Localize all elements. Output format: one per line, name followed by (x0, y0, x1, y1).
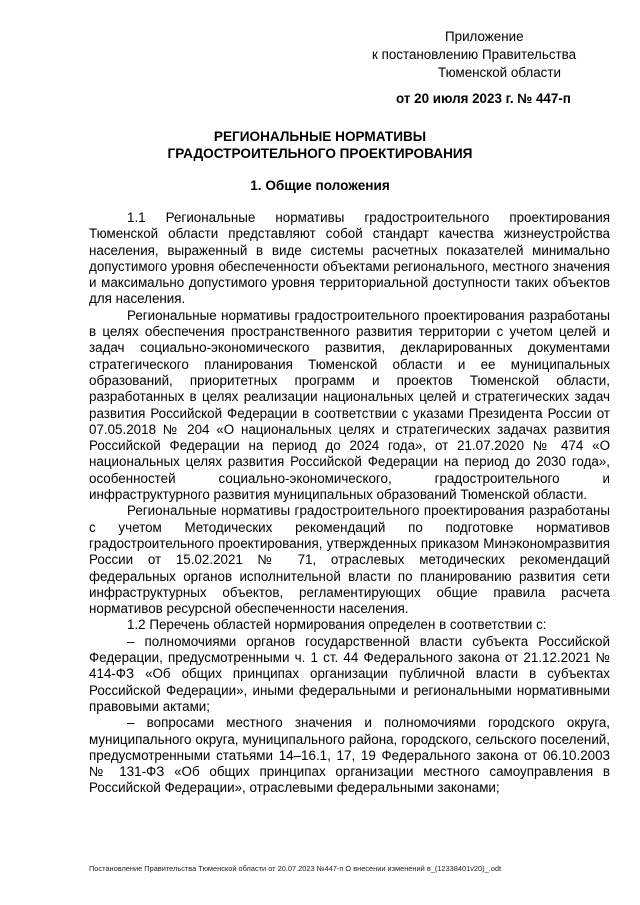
document-footer: Постановление Правительства Тюменской области от 20.07.2023 №447-п О внесении изменений в_(12338401v20)_.odt (89, 864, 502, 873)
appendix-label: Приложение (445, 29, 524, 44)
document-title (60, 128, 580, 162)
list-item-regional-powers: – полномочиями органов государственной власти субъекта Российской Федерации, предусмотренными ч. 1 ст. 44 Федерального закона от 21.12.2021 № 414-ФЗ «Об общих принципах организации публичной власти в субъектах Российской Федерации», иными федеральными и региональными нормативными правовыми актами; (89, 633, 610, 714)
paragraph-1-2: 1.2 Перечень областей нормирования определен в соответствии с: (127, 617, 547, 633)
document-body (89, 210, 610, 797)
title-line-1: РЕГИОНАЛЬНЫЕ НОРМАТИВЫ (213, 129, 427, 144)
paragraph-purpose: Региональные нормативы градостроительного проектирования разработаны в целях обеспечения пространственного развития территории с учетом целей и задач социально-экономического развития, декларированных документами стратегического планирования Тюменской области и ее муниципальных образований, приоритетных программ и проектов Тюменской области, разработанных в целях реализации национальных целей и стратегических задач развития Российской Федерации в соответствии с указами Президента России от 07.05.2018 № 204 «О национальных целях и стратегических задачах развития Российской Федерации на период до 2024 года», от 21.07.2020 № 474 «О национальных целях развития Российской Федерации на период до 2030 года», особенностей социально-экономического, градостроительного и инфраструктурного развития муниципальных образований Тюменской области. (89, 307, 610, 503)
section-heading: 1. Общие положения (250, 178, 390, 193)
appendix-header (372, 28, 612, 106)
paragraph-methodology: Региональные нормативы градостроительного проектирования разработаны с учетом Методических рекомендаций по подготовке нормативов градостроительного проектирования, утвержденных приказом Минэкономразвития России от 15.02.2021 № 71, отраслевых методических рекомендаций федеральных органов исполнительной власти по планированию развития сети инфраструктурных объектов, регламентирующих общие правила расчета нормативов ресурсной обеспеченности населения. (89, 503, 610, 617)
paragraph-1-1: 1.1 Региональные нормативы градостроительного проектирования Тюменской области представляют собой стандарт качества жизнеустройства населения, выраженный в виде системы расчетных показателей минимально допустимого уровня обеспеченности объектами регионального, местного значения и максимально допустимого уровня территориальной доступности таких объектов для населения. (89, 210, 610, 307)
appendix-region: Тюменской области (438, 65, 561, 80)
title-line-2: ГРАДОСТРОИТЕЛЬНОГО ПРОЕКТИРОВАНИЯ (167, 146, 473, 161)
appendix-resolution-ref: к постановлению Правительства (372, 47, 577, 62)
appendix-date-number: от 20 июля 2023 г. № 447-п (396, 91, 571, 106)
list-item-local-issues: – вопросами местного значения и полномочиями городского округа, муниципального округа, муниципального района, городского, сельского поселений, предусмотренными статьями 14–16.1, 17, 19 Федерального закона от 06.10.2003 № 131-ФЗ «Об общих принципах организации местного самоуправления в Российской Федерации», отраслевыми федеральными законами; (89, 715, 610, 796)
